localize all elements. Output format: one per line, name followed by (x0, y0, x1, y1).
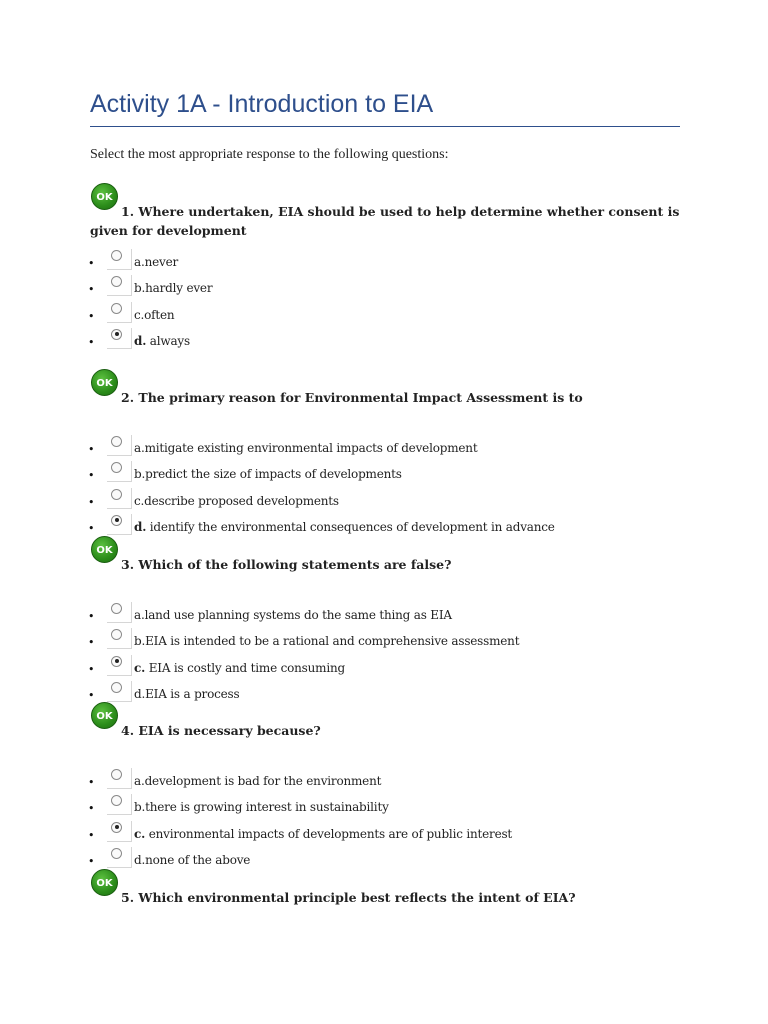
option-text: always (149, 333, 190, 348)
radio-button-selected[interactable] (111, 656, 122, 667)
question-block (88, 378, 680, 540)
option-label (134, 774, 381, 788)
bullet-icon: • (88, 662, 95, 676)
answer-option[interactable] (90, 847, 680, 873)
option-label (134, 281, 212, 295)
option-letter: d. (134, 333, 147, 348)
radio-button[interactable] (111, 682, 122, 693)
bullet-icon: • (88, 283, 95, 297)
radio-frame (107, 794, 132, 815)
option-label (134, 255, 178, 269)
question-text: 3. Which of the following statements are false? (121, 557, 452, 572)
option-letter: b. (134, 281, 146, 296)
option-letter: a. (134, 441, 145, 455)
option-text: hardly ever (145, 281, 213, 296)
ok-check-icon: OK (91, 869, 118, 896)
answer-option[interactable] (90, 488, 680, 514)
radio-button[interactable] (111, 603, 122, 614)
option-text: never (144, 255, 179, 269)
option-letter: c. (134, 826, 146, 841)
option-letter: b. (134, 634, 146, 649)
option-label (134, 827, 512, 841)
answer-options (90, 768, 680, 873)
radio-frame (107, 488, 132, 509)
option-label (134, 608, 452, 622)
question-block (88, 192, 680, 354)
option-text: EIA is a process (145, 686, 240, 701)
option-letter: d. (134, 686, 146, 701)
option-text: environmental impacts of developments are of public interest (148, 826, 513, 841)
option-letter: a. (134, 608, 145, 622)
option-text: identify the environmental consequences of development in advance (149, 519, 555, 534)
radio-frame (107, 302, 132, 323)
ok-check-icon: OK (91, 369, 118, 396)
ok-check-icon: OK (91, 536, 118, 563)
radio-button[interactable] (111, 489, 122, 500)
question-block (88, 545, 680, 707)
question-text: 1. Where undertaken, EIA should be used to help determine whether consent is given for development (90, 204, 680, 238)
option-text: none of the above (145, 852, 251, 867)
radio-button[interactable] (111, 276, 122, 287)
radio-frame (107, 847, 132, 868)
radio-frame (107, 655, 132, 676)
radio-frame (107, 275, 132, 296)
ok-check-icon: OK (91, 183, 118, 210)
answer-option[interactable] (90, 655, 680, 681)
answer-option[interactable] (90, 249, 680, 275)
radio-button[interactable] (111, 795, 122, 806)
option-letter: d. (134, 519, 147, 534)
radio-frame (107, 328, 132, 349)
radio-button[interactable] (111, 769, 122, 780)
radio-button[interactable] (111, 436, 122, 447)
page-title: Activity 1A - Introduction to EIA (90, 90, 434, 118)
option-letter: c. (134, 307, 145, 322)
option-letter: c. (134, 660, 146, 675)
bullet-icon: • (88, 610, 95, 623)
radio-button-selected[interactable] (111, 329, 122, 340)
answer-option[interactable] (90, 794, 680, 820)
answer-option[interactable] (90, 328, 680, 354)
question-heading (90, 545, 680, 574)
question-text: 5. Which environmental principle best reflects the intent of EIA? (121, 890, 576, 905)
bullet-icon: • (88, 776, 95, 789)
option-label (134, 634, 519, 648)
answer-options (90, 602, 680, 707)
answer-option[interactable] (90, 821, 680, 847)
radio-button[interactable] (111, 462, 122, 473)
option-label (134, 520, 555, 534)
option-label (134, 853, 250, 867)
bullet-icon: • (88, 521, 95, 535)
bullet-icon: • (88, 688, 95, 702)
bullet-icon: • (88, 802, 95, 816)
answer-option[interactable] (90, 275, 680, 301)
answer-options (90, 435, 680, 540)
radio-frame (107, 628, 132, 649)
question-block (90, 878, 680, 907)
question-heading (90, 711, 680, 740)
radio-frame (107, 514, 132, 535)
option-label (134, 494, 339, 508)
bullet-icon: • (88, 854, 95, 868)
option-text: predict the size of impacts of developments (145, 467, 402, 482)
radio-frame (107, 249, 132, 270)
option-letter: b. (134, 467, 146, 482)
radio-button[interactable] (111, 848, 122, 859)
bullet-icon: • (88, 469, 95, 483)
option-letter: a. (134, 774, 145, 788)
option-text: land use planning systems do the same thing as EIA (144, 608, 452, 622)
option-text: EIA is intended to be a rational and comprehensive assessment (145, 634, 520, 649)
option-text: development is bad for the environment (144, 774, 382, 788)
answer-option[interactable] (90, 768, 680, 794)
answer-options (90, 249, 680, 354)
option-label (134, 467, 402, 481)
question-text: 2. The primary reason for Environmental Impact Assessment is to (121, 390, 583, 405)
answer-option[interactable] (90, 681, 680, 707)
answer-option[interactable] (90, 628, 680, 654)
option-label (134, 800, 389, 814)
option-label (134, 334, 190, 348)
option-text: mitigate existing environmental impacts of development (144, 441, 478, 455)
option-letter: d. (134, 852, 146, 867)
question-heading (90, 878, 680, 907)
option-text: there is growing interest in sustainability (145, 800, 389, 815)
option-text: describe proposed developments (144, 493, 339, 508)
answer-option[interactable] (90, 602, 680, 628)
bullet-icon: • (88, 257, 95, 270)
instructions-text: Select the most appropriate response to the following questions: (90, 147, 449, 162)
option-text: often (144, 307, 175, 322)
radio-button-selected[interactable] (111, 822, 122, 833)
question-heading (90, 192, 680, 240)
title-divider (90, 126, 680, 127)
option-label (134, 441, 477, 455)
radio-frame (107, 461, 132, 482)
option-letter: c. (134, 493, 145, 508)
bullet-icon: • (88, 495, 95, 509)
bullet-icon: • (88, 309, 95, 323)
radio-button-selected[interactable] (111, 515, 122, 526)
question-text: 4. EIA is necessary because? (121, 723, 321, 738)
answer-option[interactable] (90, 435, 680, 461)
option-text: EIA is costly and time consuming (148, 660, 345, 675)
radio-frame (107, 435, 132, 456)
answer-option[interactable] (90, 514, 680, 540)
radio-button[interactable] (111, 303, 122, 314)
bullet-icon: • (88, 828, 95, 842)
option-label (134, 308, 174, 322)
option-label (134, 687, 239, 701)
bullet-icon: • (88, 443, 95, 456)
radio-frame (107, 768, 132, 789)
answer-option[interactable] (90, 302, 680, 328)
option-letter: a. (134, 255, 145, 269)
option-label (134, 661, 345, 675)
radio-frame (107, 821, 132, 842)
answer-option[interactable] (90, 461, 680, 487)
radio-frame (107, 602, 132, 623)
option-letter: b. (134, 800, 146, 815)
bullet-icon: • (88, 636, 95, 650)
radio-button[interactable] (111, 629, 122, 640)
ok-check-icon: OK (91, 702, 118, 729)
radio-frame (107, 681, 132, 702)
question-heading (90, 378, 680, 407)
radio-button[interactable] (111, 250, 122, 261)
bullet-icon: • (88, 335, 95, 349)
question-block (88, 711, 680, 873)
